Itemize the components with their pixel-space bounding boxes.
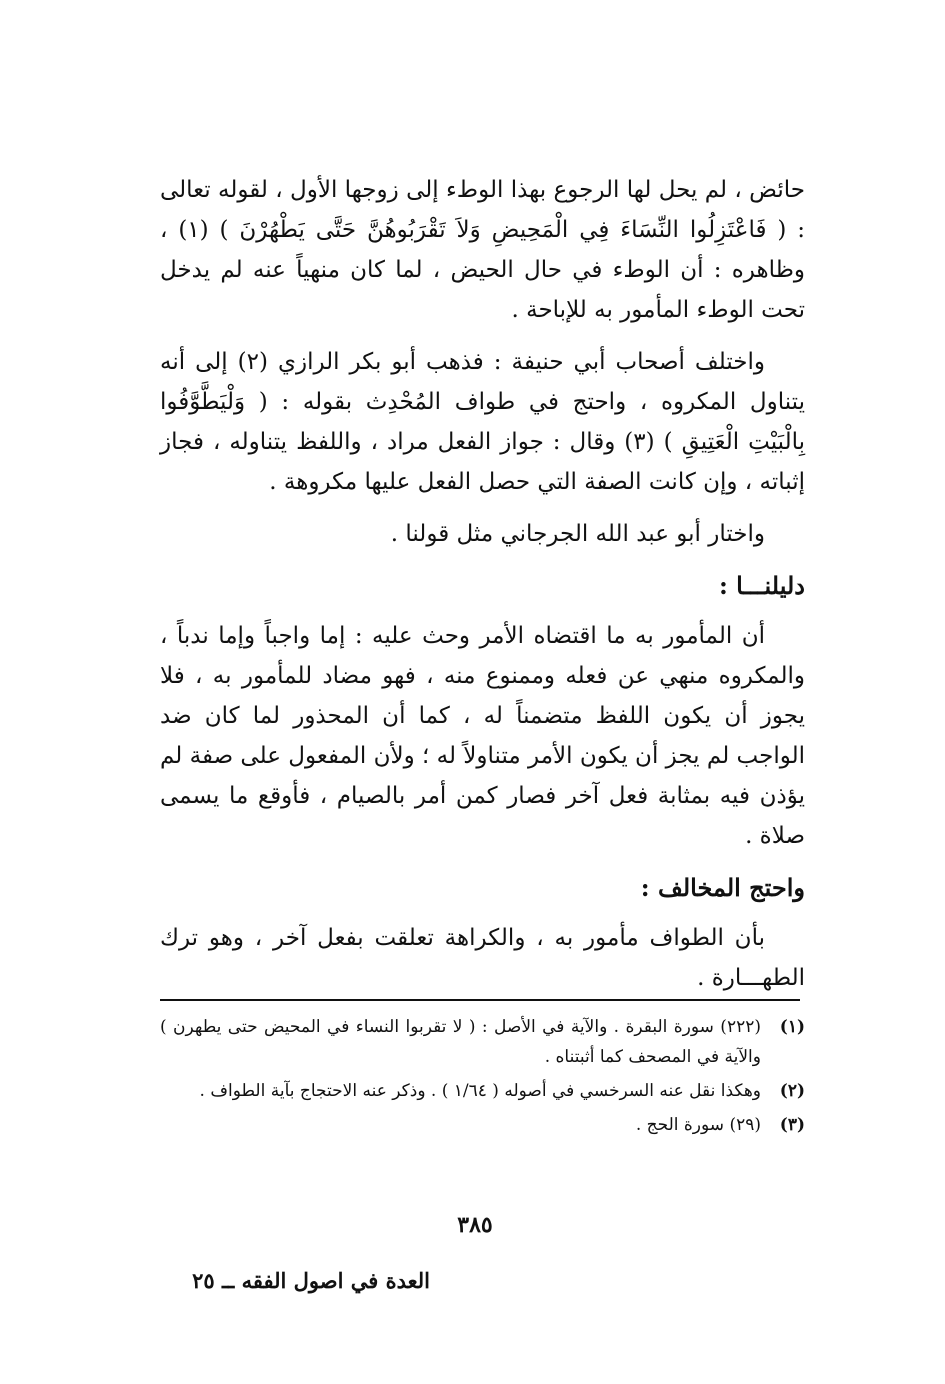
footnote-text: (٢٢٢) سورة البقرة . والآية في الأصل : ( لا تقربوا النساء في المحيض حتى يطهرن ) والآية في المصحف كما أثبتناه . xyxy=(160,1017,761,1067)
footnote-text: وهكذا نقل عنه السرخسي في أصوله ( ١/٦٤ ) . وذكر عنه الاحتجاج بآية الطواف . xyxy=(199,1081,761,1101)
page-body xyxy=(160,170,805,1010)
section-heading-opponent: واحتج المخالف : xyxy=(640,873,805,902)
running-footer: العدة في اصول الفقه ــ ٢٥ xyxy=(192,1268,430,1293)
footnote-number: (٢) xyxy=(779,1081,805,1101)
paragraph-4: أن المأمور به ما اقتضاه الأمر وحث عليه : إما واجباً وإما ندباً ، والمكروه منهي عن فعله وممنوع منه ، فهو مضاد للمأمور به ، فلا يجوز أن يكون اللفظ متضمناً له ، كما أن المحذور لما كان ضد الواجب لم يجز أن يكون الأمر متناولاً له ؛ ولأن المفعول على صفة لم يؤذن فيه بمثابة فعل آخر فصار كمن أمر بالصيام ، فأوقع ما يسمى صلاة . xyxy=(160,623,805,849)
footnote-item xyxy=(160,1076,805,1106)
paragraph-1: حائض ، لم يحل لها الرجوع بهذا الوطء إلى زوجها الأول ، لقوله تعالى : ( فَاعْتَزِلُوا النِّسَاءَ فِي الْمَحِيضِ وَلاَ تَقْرَبُوهُنَّ حَتَّى يَطْهُرْنَ ) (١) ، وظاهره : أن الوطء في حال الحيض ، لما كان منهياً عنه لم يدخل تحت الوطء المأمور به للإباحة . xyxy=(160,177,805,323)
footnote-item xyxy=(160,1110,805,1140)
footnote-text: (٢٩) سورة الحج . xyxy=(635,1115,761,1135)
paragraph-2: واختلف أصحاب أبي حنيفة : فذهب أبو بكر الرازي (٢) إلى أنه يتناول المكروه ، واحتج في طواف المُحْدِث بقوله : ( وَلْيَطَّوَّفُوا بِالْبَيْتِ الْعَتِيقِ ) (٣) وقال : جواز الفعل مراد ، واللفظ يتناوله ، فجاز إثباته ، وإن كانت الصفة التي حصل الفعل عليها مكروهة . xyxy=(160,349,805,495)
page-number: ٣٨٥ xyxy=(457,1212,493,1238)
paragraph-5: بأن الطواف مأمور به ، والكراهة تعلقت بفعل آخر ، وهو ترك الطهـــارة . xyxy=(160,925,805,991)
footnote-divider xyxy=(160,999,800,1001)
footnote-number: (٣) xyxy=(779,1115,805,1135)
footnote-item xyxy=(160,1012,805,1072)
paragraph-3: واختار أبو عبد الله الجرجاني مثل قولنا . xyxy=(390,521,765,547)
footnotes xyxy=(160,1012,805,1144)
section-heading-evidence: دليلنـــا : xyxy=(718,571,805,600)
footnote-number: (١) xyxy=(779,1017,805,1037)
